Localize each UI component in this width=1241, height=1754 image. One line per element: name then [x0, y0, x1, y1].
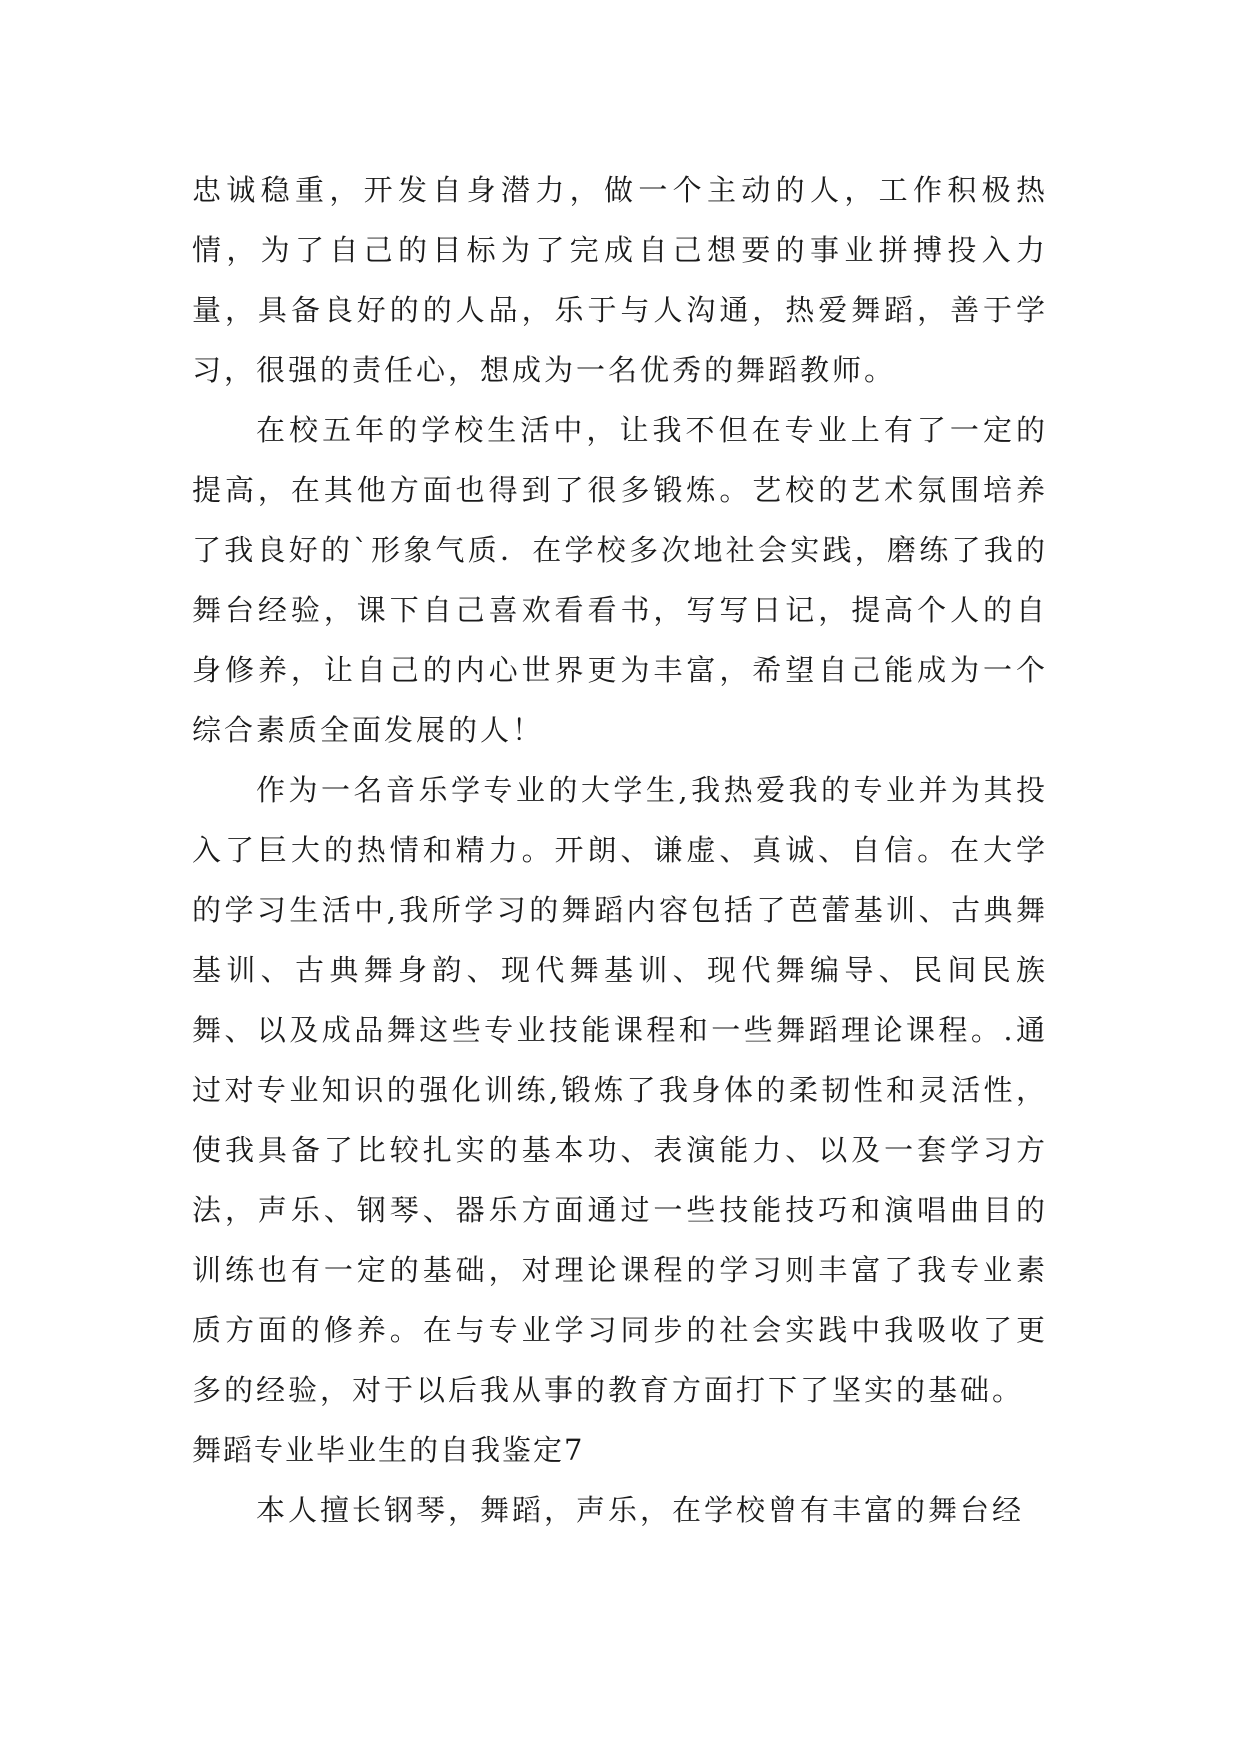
- document-body: [192, 160, 1048, 1540]
- section-heading: 舞蹈专业毕业生的自我鉴定7: [192, 1433, 585, 1467]
- paragraph-2: 在校五年的学校生活中，让我不但在专业上有了一定的提高，在其他方面也得到了很多锻炼。艺校的艺术氛围培养了我良好的`形象气质．在学校多次地社会实践，磨练了我的舞台经验，课下自己喜欢看看书，写写日记，提高个人的自身修养，让自己的内心世界更为丰富，希望自己能成为一个综合素质全面发展的人！: [192, 413, 1048, 747]
- paragraph-3: 作为一名音乐学专业的大学生,我热爱我的专业并为其投入了巨大的热情和精力。开朗、谦虚、真诚、自信。在大学的学习生活中,我所学习的舞蹈内容包括了芭蕾基训、古典舞基训、古典舞身韵、现代舞基训、现代舞编导、民间民族舞、以及成品舞这些专业技能课程和一些舞蹈理论课程。.通过对专业知识的强化训练,锻炼了我身体的柔韧性和灵活性，使我具备了比较扎实的基本功、表演能力、以及一套学习方法，声乐、钢琴、器乐方面通过一些技能技巧和演唱曲目的训练也有一定的基础，对理论课程的学习则丰富了我专业素质方面的修养。在与专业学习同步的社会实践中我吸收了更多的经验，对于以后我从事的教育方面打下了坚实的基础。: [192, 773, 1048, 1407]
- paragraph-1: 忠诚稳重，开发自身潜力，做一个主动的人，工作积极热情，为了自己的目标为了完成自己想要的事业拼搏投入力量，具备良好的的人品，乐于与人沟通，热爱舞蹈，善于学习，很强的责任心，想成为一名优秀的舞蹈教师。: [192, 173, 1048, 387]
- paragraph-4: 本人擅长钢琴，舞蹈，声乐，在学校曾有丰富的舞台经: [256, 1493, 1025, 1527]
